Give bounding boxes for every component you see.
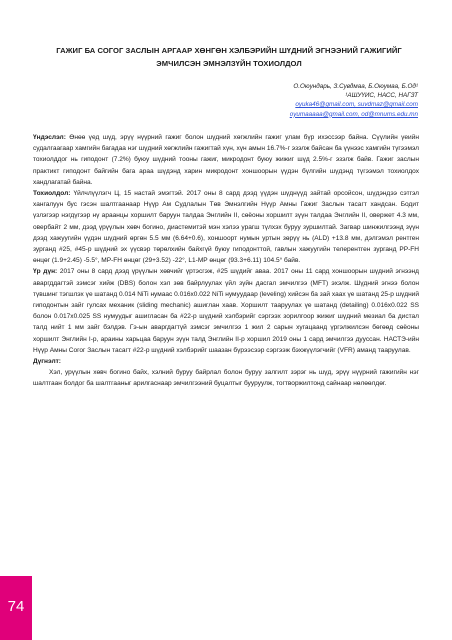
title-line-1: ГАЖИГ БА СОГОГ ЗАСЛЫН АРГААР ХӨНГӨН ХЭЛБЭРИЙН ШҮДНИЙ ЭГНЭЭНИЙ ГАЖИГИЙГ bbox=[56, 46, 402, 55]
author-email-link-1[interactable]: oyuka46@gmail.com, suvdmaz@gmail.com bbox=[295, 101, 418, 109]
case-label: Тохиолдол: bbox=[33, 190, 71, 198]
background-text: Өнөө үед шүд, эрүү нүүрний гажиг болон шүдний хөгжлийн гажиг улам бүр ихэссээр байна. Сүүлийн үеийн судалгаагаар хамгийн багадаа нэг шүдний хөгжлийн гажигтай хүн, хүн амын 16.7%-г эзэлж байсан ба үүнээс хамгийн түгээмэл тохиолддог нь гиподонт (7.2%) буюу шүдний тооны гажиг, микродонт буюу жижиг шүд 2.5%-г эзэлж байв. Гажиг заслын практикт гиподонт байгийн бага араа шүдэнд харин микродонт хоншоорын үүдэн бүлгийн шүдэнд түгээмэл тохиолдох хандлагатай байна. bbox=[33, 134, 419, 186]
result-text: 2017 оны 8 сард дээд үрүүлын хөвчийг үртэсгэж, #25 шүдийг аваа. 2017 оны 11 сард хоншоорын шүдний эгнээнд аваргддагтэй зэмсэг хийж (DBS) болон хэл зөв байрлуулах үйл зүйн дасгал эмчилгээ (MFT) эхэлж. Шүдний эгнээ болон түвшинг тэгшлэх үе шатанд 0.014 NiTi нумаас 0.016x0.022 NiTi нумуудаар (leveling) хийсэн ба зай хаах үе шатанд 25-р шүдний гиподонтын зайг гулсах механик (sliding mechanic) ашиглан хаав. Хоршилт тааруулах үе шатанд (detailing) 0.016x0.022 SS болон 0.017x0.025 SS нумуудыг ашигласан ба #22-р шүдний хэлбэрийг сэргээх зорилгоор жижиг шүдний мезиал ба дистал талд нийт 1 мм зайг бэлдэв. Гэ-ын аваргдагтүй зэмсэг эмчилгээ 1 жил 2 сарын хугацаанд үргэлжилсэн бөгөөд сөёоны хоршилт Энглийн I-р, араины харьцаа баруун зүүн талд Энглийн II-р хоршил 2019 оны 1 сард эмчилгээ дууссан. НАСТЭ-ийн Нүүр Амны Согог Заслын тасагт #22-р шүдний хэлбэрийг шаазан бүрээсээр сэргээж бэхжүүлэгчийг (VFR) аманд тааруулав. bbox=[33, 268, 419, 354]
page-number: 74 bbox=[7, 598, 25, 615]
author-names: О.Оюундарь, З.Сувдмаа, Б.Оюумаа, Б.Од¹ bbox=[293, 83, 418, 90]
abstract-background-paragraph bbox=[33, 132, 419, 188]
abstract-result-paragraph bbox=[33, 266, 419, 356]
background-label: Үндэслэл: bbox=[33, 134, 66, 141]
page-title bbox=[40, 44, 418, 70]
conclusion-heading: Дүгнэлт: bbox=[33, 358, 61, 366]
conclusion-text: Хэл, урүүлын хөвч богино байх, хэлний буруу байрлал болон буруу залгилт зэрэг нь шүд, эрүү нүүрний гажигийн нэг шалтгаан болдог ба шалтгааныг арилгаснаар эмчилгээний буцалтыг бууруулж, тогтворжилтонд сайнаар нөлөөлдөг. bbox=[33, 369, 419, 388]
author-block bbox=[290, 82, 418, 119]
title-line-2: ЭМЧИЛСЭН ЭМНЭЛЗҮЙН ТОХИОЛДОЛ bbox=[156, 59, 302, 68]
abstract-case-paragraph bbox=[33, 188, 419, 266]
author-email-link-2[interactable]: oyumaaaaa@gmail.com, od@mnums.edu.mn bbox=[289, 110, 418, 118]
abstract-body bbox=[33, 132, 419, 390]
author-affiliation: ¹АШУҮИС, НАСС, НАГЗТ bbox=[345, 92, 418, 100]
case-text: Үйлчлүүлэгч Ц, 15 настай эмэгтэй. 2017 оны 8 сард дээд үүдэн шүднүүд зайтай орсойсон, шүдэндээ сэтгэл хангалуун бус гэсэн шалтгаанаар Нүүр Ам Судлалын Төв Эмнэлгийн Нүүр Амны Гажиг Заслын тасагт хандсан. Бодит үзлэгээр нэгдүгээр нү араанцы хоршилт баруун талдаа Энглийн II, сөёоны хоршилт зүүн талдаа Энглийн II, овержет 4.3 мм, овербайт 2 мм, дээд үрүүлын хөвч богино, диастемитэй мэн хэлээ урагш түлхэх буруу зуршилтай. Загвар шинжилгээнд зүүн дээд хажуугийн үүдэн шүдний өргөн 5.5 мм (6.64+0.6), хоншоорт нумын уртын зөрүү нь (ALD) +13.8 мм, дэлгэмэл рентген зурганд #25, #45-р шүдний эх үүсвэр төрөлхийн байхгүй буюу гиподонттой, гавлын хажуугийн телерентген зурганд PP-FH өнцөг (1.9+2.45) -5.5°, MP-FH өнцөг (29+3.52) -22°, L1-MP өнцөг (93.3+6.11) 104.5° байв. bbox=[33, 190, 419, 265]
result-label: Үр дүн: bbox=[33, 268, 58, 276]
